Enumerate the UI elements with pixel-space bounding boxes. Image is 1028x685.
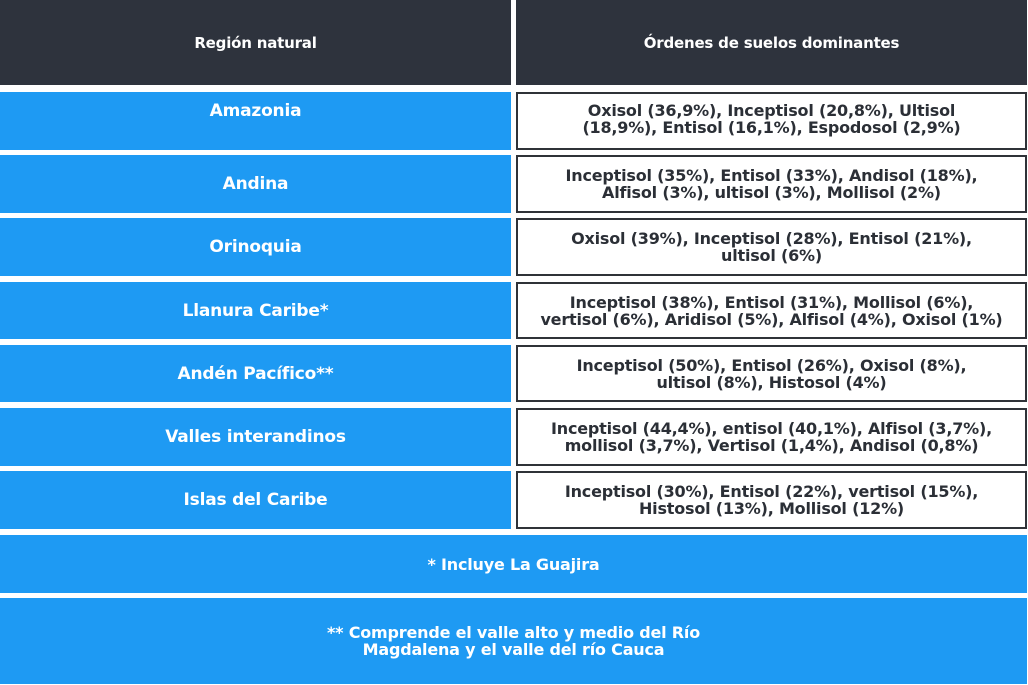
soils-line-2: vertisol (6%), Aridisol (5%), Alfisol (4%), Oxisol (1%) — [540, 309, 1003, 329]
soils-text — [571, 230, 972, 264]
region-name: Orinoquia — [209, 237, 302, 257]
region-cell-islas-del-caribe — [0, 471, 511, 529]
soils-line-2: ultisol (6%) — [721, 246, 822, 265]
soils-text — [582, 102, 960, 136]
soils-text — [551, 420, 992, 454]
footnote-valle-magdalena-cauca — [0, 598, 1027, 684]
soils-cell-valles-interandinos — [516, 408, 1027, 466]
region-name: Islas del Caribe — [183, 490, 328, 510]
soils-cell-llanura-caribe — [516, 282, 1027, 339]
region-name: Llanura Caribe* — [182, 300, 329, 321]
header-soils-label: Órdenes de suelos dominantes — [643, 33, 900, 52]
soils-line-2: Histosol (13%), Mollisol (12%) — [638, 499, 905, 518]
header-region-natural — [0, 0, 511, 85]
soils-cell-amazonia — [516, 92, 1027, 150]
region-cell-andina — [0, 155, 511, 213]
footnote-text — [327, 624, 700, 658]
region-name: Valles interandinos — [165, 427, 346, 447]
region-cell-llanura-caribe — [0, 282, 511, 339]
header-ordenes-suelos — [516, 0, 1027, 85]
soils-line-1: Inceptisol (44,4%), entisol (40,1%), Alfisol (3,7%), — [551, 419, 992, 438]
soils-cell-anden-pacifico — [516, 345, 1027, 402]
footnote-text: * Incluye La Guajira — [427, 554, 600, 574]
soils-text — [577, 357, 967, 391]
soils-line-1: Inceptisol (38%), Entisol (31%), Mollisol (6%), — [569, 292, 974, 312]
soils-text — [566, 167, 978, 201]
region-cell-orinoquia — [0, 218, 511, 276]
region-cell-anden-pacifico — [0, 345, 511, 402]
footnote-guajira — [0, 535, 1027, 593]
footnote-line-2: Magdalena y el valle del río Cauca — [362, 640, 665, 659]
soils-line-1: Oxisol (36,9%), Inceptisol (20,8%), Ultisol — [587, 101, 956, 120]
soils-cell-islas-del-caribe — [516, 471, 1027, 529]
soils-cell-andina — [516, 155, 1027, 213]
footnote-line-1: ** Comprende el valle alto y medio del Río — [327, 623, 700, 642]
soils-line-1: Inceptisol (35%), Entisol (33%), Andisol (18%), — [565, 166, 978, 185]
region-name: Andén Pacífico** — [177, 363, 334, 384]
soils-line-2: mollisol (3,7%), Vertisol (1,4%), Andisol (0,8%) — [564, 436, 979, 455]
soils-text — [540, 294, 1002, 328]
soils-cell-orinoquia — [516, 218, 1027, 276]
soils-line-1: Inceptisol (50%), Entisol (26%), Oxisol (8%), — [576, 355, 967, 375]
soils-line-1: Oxisol (39%), Inceptisol (28%), Entisol (21%), — [571, 229, 972, 248]
region-name: Amazonia — [209, 101, 302, 121]
soils-line-2: Alfisol (3%), ultisol (3%), Mollisol (2%) — [602, 183, 941, 202]
soils-text — [565, 483, 978, 517]
region-name: Andina — [222, 174, 289, 194]
region-cell-valles-interandinos — [0, 408, 511, 466]
soils-line-2: ultisol (8%), Histosol (4%) — [656, 372, 887, 392]
header-region-label: Región natural — [194, 33, 317, 52]
soils-line-2: (18,9%), Entisol (16,1%), Espodosol (2,9%) — [582, 118, 961, 137]
soils-line-1: Inceptisol (30%), Entisol (22%), vertisol (15%), — [564, 482, 979, 501]
region-cell-amazonia — [0, 92, 511, 150]
